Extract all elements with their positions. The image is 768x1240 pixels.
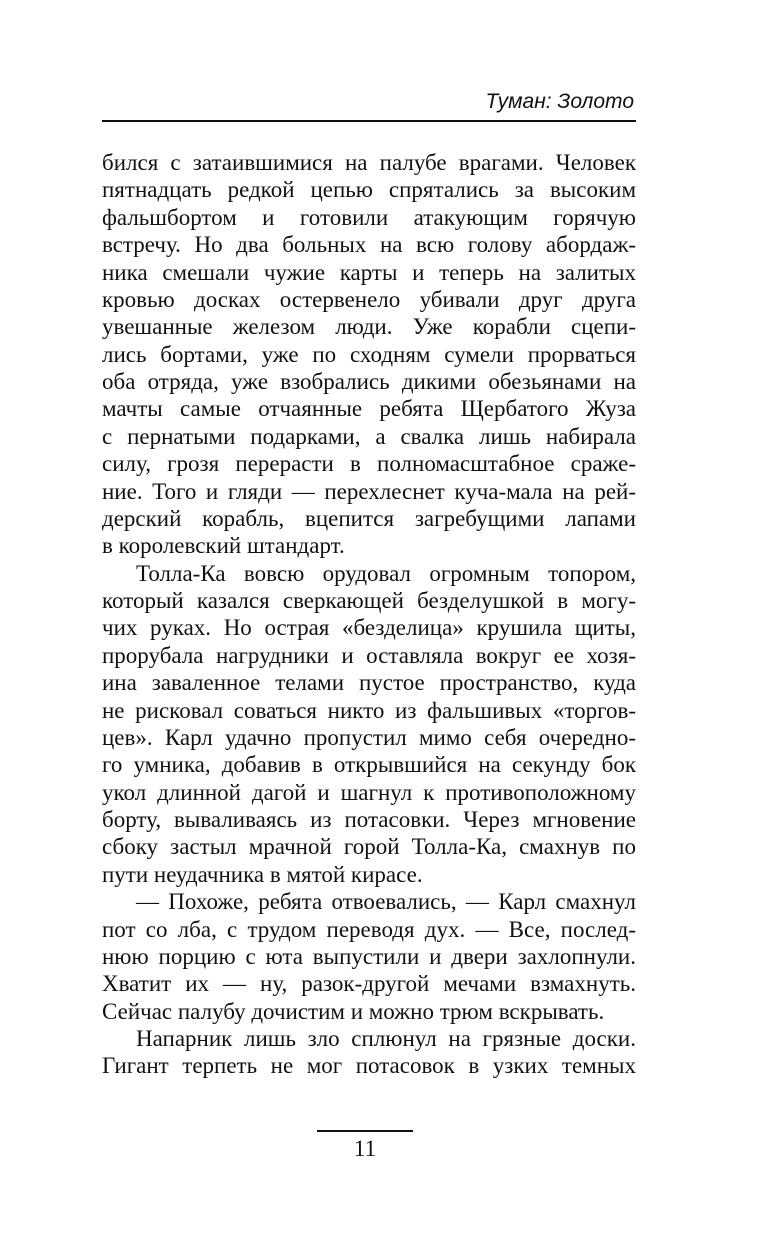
text-line: оба отряда, уже взобрались дикими обезьянами на <box>102 369 636 394</box>
text-line: ника смешали чужие карты и теперь на залитых <box>102 259 636 285</box>
header-divider <box>102 120 636 122</box>
text-line: бился с затаившимися на палубе врагами. Человек <box>102 150 636 175</box>
text-line: который казался сверкающей безделушкой в могу- <box>102 588 636 613</box>
text-line: кровью досках остервенело убивали друг друга <box>102 286 636 312</box>
paragraph <box>102 888 636 1025</box>
text-line: го умника, добавив в открывшийся на секунду бок <box>102 752 636 778</box>
paragraph <box>102 1025 636 1080</box>
text-line: не рисковал соваться никто из фальшивых «торгов- <box>102 697 636 723</box>
paragraph <box>102 149 636 560</box>
text-line: ние. Того и гляди — перехлеснет куча-мала на рей- <box>102 478 636 504</box>
text-line: с пернатыми подарками, а свалка лишь набирала <box>102 423 636 449</box>
text-line: увешанные железом люди. Уже корабли сцепи- <box>102 314 636 340</box>
text-line: в королевский штандарт. <box>102 533 345 559</box>
paragraph <box>102 560 636 889</box>
text-line: пути неудачника в мятой кирасе. <box>102 861 423 887</box>
text-line: Напарник лишь зло сплюнул на грязные доски. <box>136 1026 636 1051</box>
text-line: встречу. Но два больных на всю голову абордаж- <box>102 232 636 258</box>
text-line: мачты самые отчаянные ребята Щербатого Жуза <box>102 396 636 422</box>
text-line: прорубала нагрудники и оставляла вокруг ее хозя- <box>102 642 636 668</box>
text-line: ина заваленное телами пустое пространство, куда <box>102 670 636 696</box>
running-head-title: Туман: Золото <box>485 90 634 113</box>
text-line: цев». Карл удачно пропустил мимо себя очередно- <box>102 724 636 750</box>
text-line: пот со лба, с трудом переводя дух. — Все, послед- <box>102 916 636 942</box>
text-line: укол длинной дагой и шагнул к противоположному <box>102 779 636 805</box>
page-number: 11 <box>353 1136 377 1161</box>
text-line: борту, вываливаясь из потасовки. Через мгновение <box>102 807 636 832</box>
text-line: Толла-Ка вовсю орудовал огромным топором, <box>136 560 636 586</box>
text-line: силу, грозя перерасти в полномасштабное сраже- <box>102 451 636 477</box>
text-line: сбоку застыл мрачной горой Толла-Ка, смахнув по <box>102 834 636 860</box>
text-line: чих руках. Но острая «безделица» крушила щиты, <box>102 615 636 641</box>
text-line: фальшбортом и готовили атакующим горячую <box>102 204 636 230</box>
footer-divider <box>317 1130 413 1132</box>
text-line: Хватит их — ну, разок-другой мечами взмахнуть. <box>102 971 636 997</box>
text-line: нюю порцию с юта выпустили и двери захлопнули. <box>102 943 636 969</box>
text-line: Сейчас палубу дочистим и можно трюм вскрывать. <box>102 998 605 1024</box>
text-line: дерский корабль, вцепится загребущими лапами <box>102 505 636 531</box>
text-line: — Похоже, ребята отвоевались, — Карл смахнул <box>136 889 636 915</box>
text-line: пятнадцать редкой цепью спрятались за высоким <box>102 177 636 203</box>
text-line: лись бортами, уже по сходням сумели прорваться <box>102 341 636 367</box>
text-line: Гигант терпеть не мог потасовок в узких темных <box>102 1053 636 1079</box>
body-text <box>102 149 636 1080</box>
